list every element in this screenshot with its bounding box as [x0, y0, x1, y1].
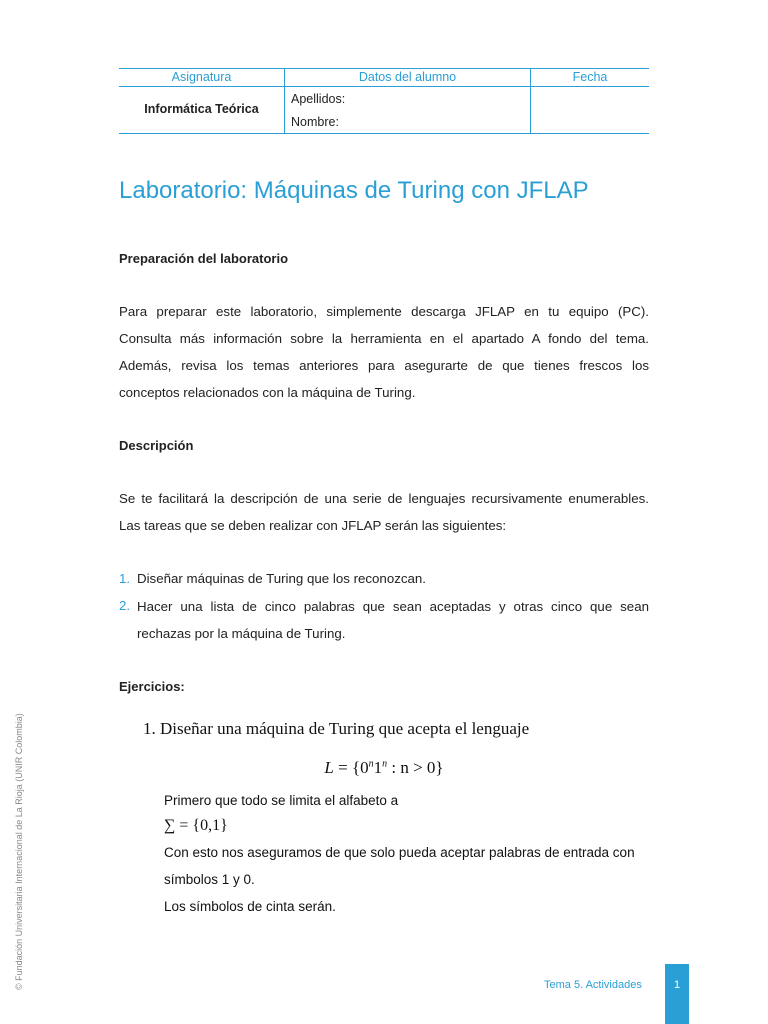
- formula-rest: : n > 0}: [387, 758, 444, 777]
- language-formula: [0, 758, 768, 778]
- task-text: [137, 593, 649, 647]
- surname-field: Apellidos:: [291, 92, 346, 106]
- task-line: rechazas por la máquina de Turing.: [137, 626, 346, 641]
- col-date-header: Fecha: [572, 70, 608, 84]
- alphabet-definition: ∑ = {0,1}: [164, 817, 228, 834]
- description-paragraph: [119, 485, 649, 539]
- exercise-line: símbolos 1 y 0.: [164, 872, 255, 887]
- formula-exp: n: [368, 758, 374, 770]
- subject-value: Informática Teórica: [144, 102, 259, 116]
- table-header-rule: [119, 86, 649, 87]
- formula-lhs: L: [324, 758, 334, 777]
- description-line: Se te facilitará la descripción de una serie de lenguajes recursivamente enumerables.: [119, 491, 649, 506]
- col-student-header: Datos del alumno: [358, 70, 457, 84]
- col-subject-header: Asignatura: [171, 70, 232, 84]
- page-title: Laboratorio: Máquinas de Turing con JFLAP: [119, 177, 589, 204]
- prep-line: Para preparar este laboratorio, simplemente descarga JFLAP en tu equipo (PC).: [119, 304, 649, 319]
- formula-exp: n: [382, 758, 388, 770]
- prep-line: Además, revisa los temas anteriores para asegurarte de que tienes frescos los: [119, 358, 649, 373]
- task-number: 2.: [119, 598, 131, 613]
- prep-line: Consulta más información sobre la herramienta en el apartado A fondo del tema.: [119, 331, 649, 346]
- exercise-1-title: 1. Diseñar una máquina de Turing que acepta el lenguaje: [143, 719, 530, 738]
- name-field: Nombre:: [291, 115, 339, 129]
- formula-eq: = {0: [333, 758, 369, 777]
- exercise-line: Con esto nos aseguramos de que solo pueda aceptar palabras de entrada con: [164, 845, 635, 860]
- exercise-line: Primero que todo se limita el alfabeto a: [164, 793, 399, 808]
- task-number: 1.: [119, 571, 131, 586]
- page-number: 1: [673, 979, 681, 991]
- header-table: [119, 68, 649, 134]
- page-number-box: [665, 964, 689, 1024]
- exercise-line: Los símbolos de cinta serán.: [164, 899, 336, 914]
- task-line: Hacer una lista de cinco palabras que sean aceptadas y otras cinco que sean: [137, 599, 649, 614]
- prep-paragraph: [119, 298, 649, 406]
- description-heading: Descripción: [119, 438, 194, 453]
- formula-mid: 1: [373, 758, 383, 777]
- footer-label: Tema 5. Actividades: [544, 979, 642, 991]
- prep-heading: Preparación del laboratorio: [119, 251, 289, 266]
- exercises-heading: Ejercicios:: [119, 679, 185, 694]
- table-top-rule: [119, 68, 649, 69]
- prep-line: conceptos relacionados con la máquina de Turing.: [119, 385, 416, 400]
- description-line: Las tareas que se deben realizar con JFLAP serán las siguientes:: [119, 518, 507, 533]
- table-bottom-rule: [119, 133, 649, 134]
- task-text: Diseñar máquinas de Turing que los reconozcan.: [137, 571, 427, 586]
- copyright-side-text: © Fundación Universitaria Internacional de La Rioja (UNIR Colombia): [14, 713, 24, 990]
